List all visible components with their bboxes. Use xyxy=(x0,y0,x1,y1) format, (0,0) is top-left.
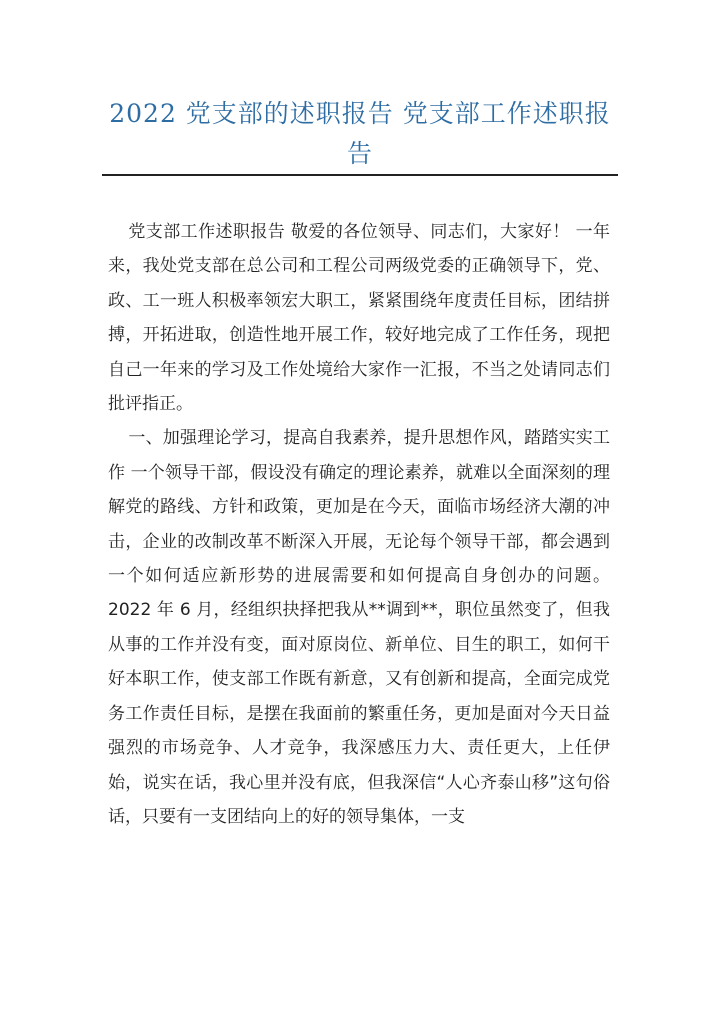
paragraph-section-one: 一、加强理论学习，提高自我素养，提升思想作风，踏踏实实工作 一个领导干部，假设没有确定的理论素养，就难以全面深刻的理解党的路线、方针和政策，更加是在今天，面临市场经济大潮的冲击，企业的改制改革不断深入开展，无论每个领导干部，都会遇到一个如何适应新形势的进展需要和如何提高自身创办的问题。2022 年 6 月，经组织抉择把我从**调到**，职位虽然变了，但我从事的工作并没有变，面对原岗位、新单位、目生的职工，如何干好本职工作，使支部工作既有新意，又有创新和提高，全面完成党务工作责任目标，是摆在我面前的繁重任务，更加是面对今天日益强烈的市场竞争、人才竞争，我深感压力大、责任更大，上任伊始，说实在话，我心里并没有底，但我深信“人心齐泰山移”这句俗话，只要有一支团结向上的好的领导集体，一支 xyxy=(108,428,610,827)
document-title: 2022 党支部的述职报告 党支部工作述职报告 xyxy=(109,99,611,168)
paragraph-intro: 党支部工作述职报告 敬爱的各位领导、同志们，大家好！ 一年来，我处党支部在总公司和工程公司两级党委的正确领导下，党、政、工一班人积极率领宏大职工，紧紧围绕年度责任目标，团结拼搏，开拓进取，创造性地开展工作，较好地完成了工作任务，现把自己一年来的学习及工作处境给大家作一汇报，不当之处请同志们批评指正。 xyxy=(108,222,610,415)
document-body xyxy=(108,215,610,834)
title-divider xyxy=(102,174,618,176)
